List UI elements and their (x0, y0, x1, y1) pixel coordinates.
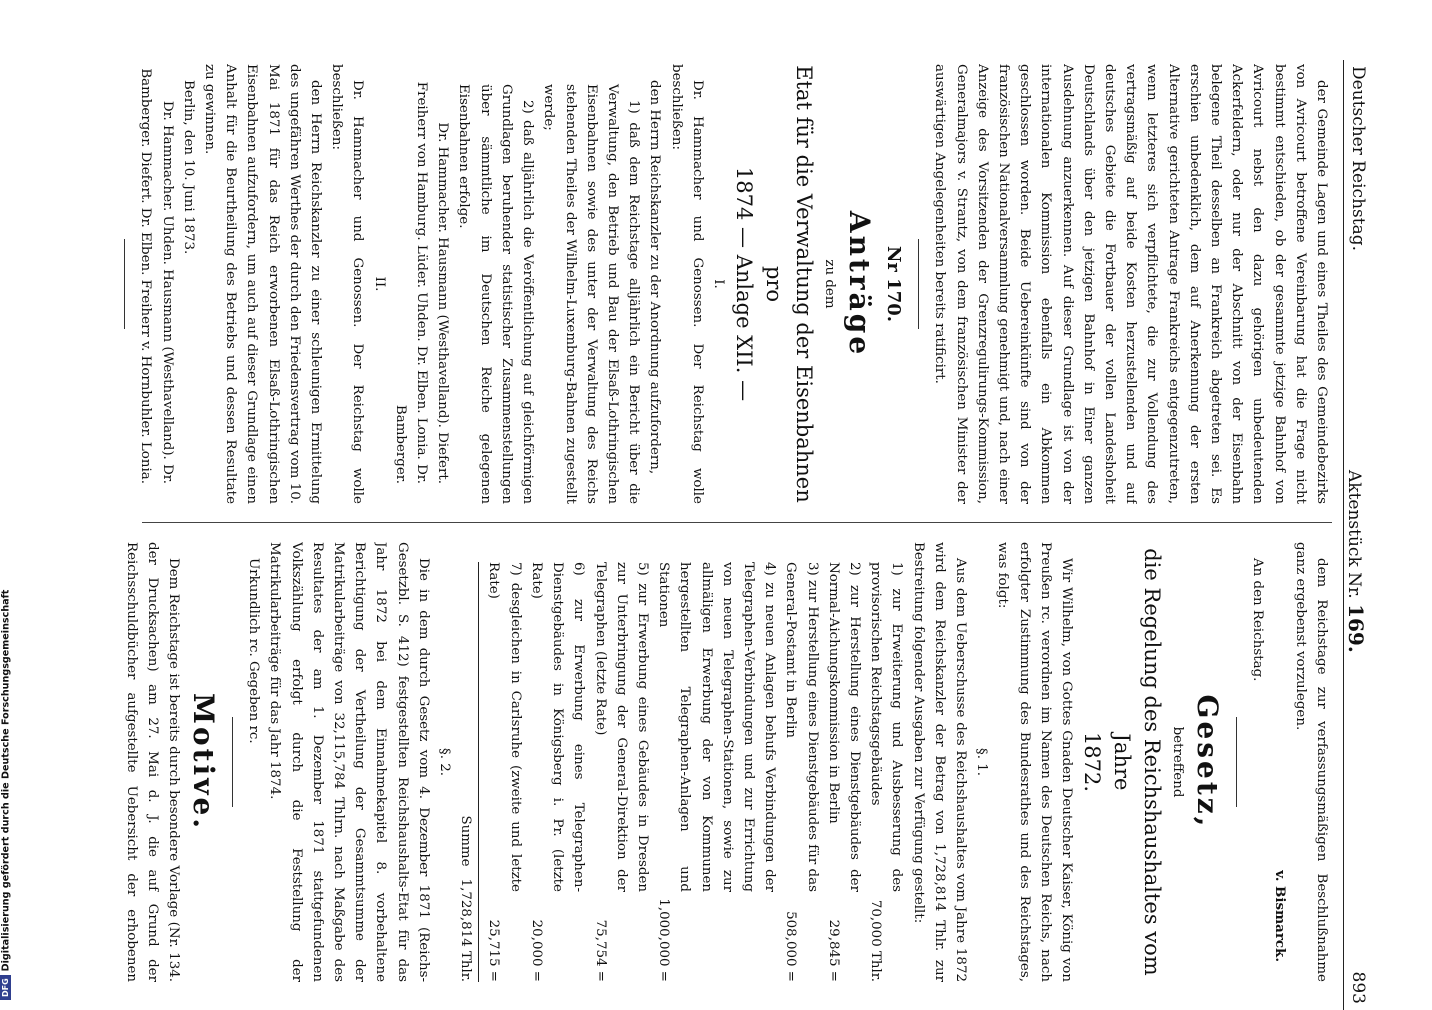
addressee: An den Reichstag. (1250, 558, 1266, 682)
paragraph-1-heading: §. 1. (974, 748, 990, 776)
sum-label: Summe (458, 815, 474, 867)
section-heading-motive: Motive. (187, 692, 221, 832)
paragraph-2-text: Die in dem durch Gesetz vom 4. Dezember 1871 (Reichs-Gesetzbl. S. 412) festgestellten Reichshaushalts-Etat für das Jahr 1872 bei dem Einnahmekapitel 8. vorbehaltene Berichtigung der Vertheilung der Gesammtsumme der Matrikularbeiträge von 32,115,784 Thlrn. nach Maßgabe des Resultates der am 1. Dezember 1871 stattgefundenen Volkszählung erfolgt durch die Feststellung der Matrikularbeiträge für das Jahr 1874. (267, 542, 431, 982)
closing-formula: Urkundlich rc. Gegeben rc. (246, 558, 262, 744)
section-rule (1236, 717, 1237, 807)
motion-2-date: Berlin, den 10. Juni 1873. (180, 80, 196, 255)
paragraph-1-text: Aus dem Ueberschusse des Reichshaushaltes vom Jahre 1872 wird dem Reichskanzler der Betrag von 1,728,814 Thlr. zur Bestreitung folgender Ausgaben zur Verfügung gestellt: (910, 542, 968, 982)
expense-item-amount: 20,000 = (528, 919, 544, 982)
expense-item (780, 562, 822, 982)
preamble: Wir Wilhelm, von Gottes Gnaden Deutscher Kaiser, König von Preußen rc. verordnen im Namen des Deutschen Reichs, nach erfolgter Zustimmung des Bundesrathes und des Reichstages, was folgt: (995, 542, 1074, 982)
expense-item-amount: 1,000,000 = (656, 898, 672, 982)
paragraph-2-heading: §. 2. (437, 748, 453, 776)
expense-item-text: 5) zur Erwerbung eines Gebäudes in Dresden zur Unterbringung der General-Direktion der Telegraphen (letzte Rate) (592, 562, 650, 892)
expense-list (455, 542, 907, 982)
motion-1-item-1: 1) daß dem Reichstage alljährlich ein Bericht über die Verwaltung, den Betrieb und Bau der Elsaß-Lothringischen Eisenbahnen sowie des unter der Verwaltung des Reichs stehenden Theiles der Wilhelm-Luxemburg-Bahnen zugestellt werde; (541, 84, 642, 504)
motion-1-request: den Herrn Reichskanzler zu der Anordnung aufzufordern, (647, 80, 663, 475)
header-left: Deutscher Reichstag. (1348, 66, 1368, 251)
expense-item-text: 6) zur Erwerbung eines Telegraphen-Dienstgebäudes in Königsberg i. Pr. (letzte Rate) (528, 562, 587, 892)
motion-2-intro: Dr. Hammacher und Genossen. Der Reichstag wolle beschließen: (329, 64, 366, 504)
motion-1-intro: Dr. Hammacher und Genossen. Der Reichstag wolle beschließen: (668, 64, 705, 504)
column-divider (142, 522, 1332, 523)
betreffend-label: betreffend (1170, 726, 1186, 798)
roman-numeral-2: II. (371, 276, 387, 292)
expense-item-amount: 29,845 = (825, 919, 841, 982)
page-number: 893 (1348, 971, 1368, 1004)
expense-item-amount: 508,000 = (783, 911, 799, 982)
expense-item-amount: 75,754 = (592, 919, 608, 982)
motion-1-item-2: 2) daß alljährlich die Veröffentlichung auf gleichförmigen Grundlagen beruhender statistischer Zusammenstellungen über sämmtliche im Deutschen Reiche gelegenen Eisenbahnen erfolge. (456, 84, 536, 504)
expense-item (589, 562, 653, 982)
motive-text: Dem Reichstage ist bereits durch besondere Vorlage (Nr. 134. der Drucksachen) am 27. Mai d. J. die auf Grund der Reichsschuldbücher aufgestellte Uebersicht der erhobenen (123, 542, 182, 982)
expense-item (653, 562, 780, 982)
etat-title-line-2: 1874 — Anlage XII. — (731, 166, 756, 402)
etat-title-line-1: Etat für die Verwaltung der Eisenbahnen pro (761, 65, 816, 503)
expense-sum (455, 562, 479, 982)
header-document-number: 169. (1344, 604, 1368, 653)
section-rule (124, 239, 125, 329)
law-title: die Regelung des Reichshaushaltes vom Jahre (1109, 548, 1164, 976)
motion-1-items (453, 64, 644, 504)
header-document-label: Aktenstück Nr. (1344, 470, 1364, 599)
law-year: 1872. (1079, 731, 1104, 793)
expense-item (526, 562, 590, 982)
expense-item-text: 7) desgleichen in Carlsruhe (zweite und letzte Rate) (486, 562, 523, 892)
document-number-170: Nr 170. (883, 245, 905, 323)
section-heading-antraege: Anträge (843, 210, 877, 358)
left-intro-paragraph: der Gemeinde Lagen und eines Theiles des Gemeindebezirks von Avricourt betroffene Vereinbarung hat die Frage nicht bestimmt entschieden, ob der gesammte jetzige Bahnhof von Avricourt nebst den dazu gehörigen unbedeutenden Ackerfeldern, oder nur der Abschnitt von der Eisenbahn belegene Theil desselben an Frankreich abgetreten sei. Es erschien unbedenklich, dem auf Anerkennung der ersten Alternative gerichteten Antrage Frankreichs entgegenzutreten, wenn letzteres sich verpflichtete, die zur Vollendung des vertragsmäßig auf beide Kosten herzustellenden und auf deutsches Gebiete die Fortbauer der vollen Landeshoheit Deutschlands über den jetzigen Bahnhof in Einer ganzen Ausdehnung anzuerkennen. Auf dieser Grundlage ist von der internationalen Kommission ebenfalls ein Abkommen geschlossen worden. Beide Uebereinkünfte sind von der französischen Nationalversammlung genehmigt und, nach einer Anzeige des Vorsitzenden der Grenzregulirungs-Kommission, Generalmajors v. Strantz, von dem französischen Minister der auswärtigen Angelegenheiten bereits ratificirt. (932, 64, 1329, 504)
expense-item-text: 2) zur Herstellung eines Dienstgebäudes der Normal-Aichungskommission in Berlin (825, 562, 862, 892)
footer-text: Digitalisierung gefördert durch die Deutsche Forschungsgemeinschaft (0, 589, 12, 972)
zu-dem-label: zu dem (822, 259, 838, 309)
sum-value: 1,728,814 Thlr. (458, 878, 474, 982)
signer: v. Bismarck. (1271, 870, 1288, 962)
expense-item (823, 562, 865, 982)
roman-numeral-1: I. (710, 279, 726, 289)
dfg-logo-icon: DFG (0, 975, 11, 1000)
header-center (1344, 470, 1368, 653)
expense-item-text: 1) zur Erweiterung und Ausbesserung des provisorischen Reichstagsgebäudes (868, 562, 905, 892)
left-column (122, 64, 1332, 504)
section-rule (232, 717, 233, 807)
section-rule (918, 239, 919, 329)
page-header (1343, 60, 1368, 1010)
expense-item-text: 4) zu neuen Anlagen behufs Verbindungen der Telegraphen-Verbindungen und zur Errichtung von neuen Telegraphen-Stationen, sowie zur allmäligen Erwerbung der von Kommunen hergestellten Telegraphen-Anlagen und Stationen (656, 562, 778, 892)
motion-2-signatures: Dr. Hammacher. Uhden. Hausmann (Westhavelland). Dr. Bamberger. Diefert. Dr. Elben. Freiherr v. Hornbuhler. Lonia. (138, 68, 175, 484)
right-column (122, 542, 1332, 982)
expense-item-amount: 70,000 Thlr. (868, 899, 884, 982)
right-intro-paragraph: dem Reichstage zur verfassungsmäßigen Beschlußnahme ganz ergebenst vorzulegen. (1292, 542, 1329, 982)
expense-item (865, 562, 907, 982)
section-heading-gesetz: Gesetz, (1191, 694, 1225, 830)
motion-2-request: den Herrn Reichskanzler zu einer schleunigen Ermittelung des ungefähren Werthes der durch den Friedensvertrag vom 10. Mai 1871 für das Reich erworbenen Elsaß-Lothringischen Eisenbahnen aufzufordern, um auch auf dieser Grundlage einen Anhalt für die Beurtheilung des Betriebs und dessen Resultate zu gewinnen. (202, 64, 324, 504)
expense-item (483, 562, 525, 982)
expense-item-amount: 25,715 = (486, 919, 502, 982)
rotated-page (108, 60, 1368, 1010)
digitization-footer (0, 570, 16, 1000)
expense-item-text: 3) zur Herstellung eines Dienstgebäudes für das General-Postamt in Berlin (783, 562, 820, 892)
motion-1-signatures: Dr. Hammacher. Hausmann (Westhavelland). Diefert. Freiherr von Hamburg. Lüder. Uhden. Dr. Elben. Lonia. Dr. Bamberger. (392, 81, 451, 484)
